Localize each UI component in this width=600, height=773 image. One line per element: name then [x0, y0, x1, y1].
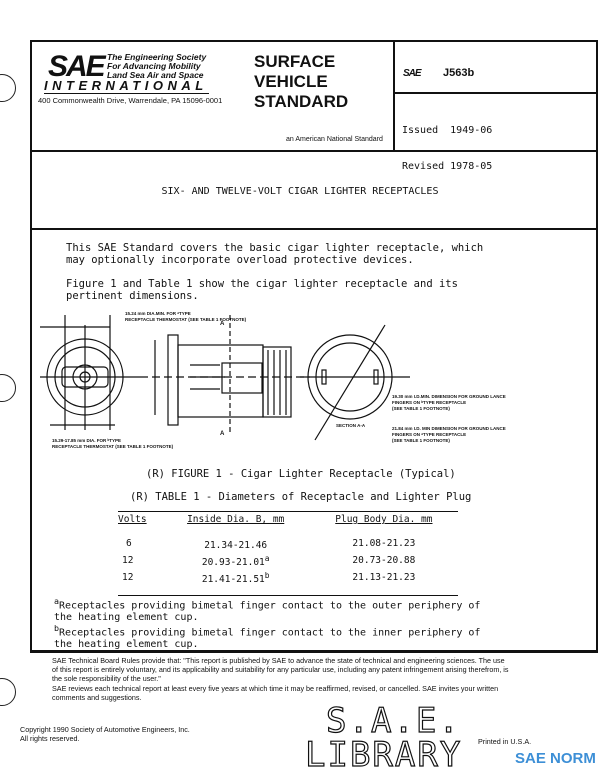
- header-plug-dia: Plug Body Dia. mm: [335, 514, 433, 525]
- table-row: [118, 535, 458, 552]
- note-line: (SEE TABLE 1 FOOTNOTE): [392, 406, 450, 411]
- footnote-mark: a: [54, 596, 60, 606]
- address: 400 Commonwealth Drive, Warrendale, PA 15096-0001: [38, 96, 223, 105]
- cell-volts: 6: [126, 538, 132, 550]
- figure-reference-paragraph: Figure 1 and Table 1 show the cigar lighter receptacle and its pertinent dimensions.: [66, 278, 458, 302]
- note-bottom: [52, 438, 173, 450]
- footnote: [54, 623, 504, 650]
- footnote: [54, 596, 504, 623]
- library-stamp-line: S.A.E.: [326, 701, 461, 741]
- cell-inside: 20.93-21.01: [201, 557, 265, 569]
- section-marker-bottom: A: [220, 431, 225, 437]
- standard-type-line: VEHICLE: [254, 72, 328, 91]
- ansi-note: an American National Standard: [286, 136, 383, 143]
- table-row: [118, 569, 458, 596]
- footnote-text: Receptacles providing bimetal finger contact to the inner periphery of the heating element cup.: [54, 627, 481, 651]
- note-line: FINGERS ON ᵃTYPE RECEPTACLE: [392, 432, 467, 437]
- library-stamp-line: LIBRARY: [305, 735, 463, 773]
- punch-hole: [0, 74, 16, 102]
- footnote-text: Receptacles providing bimetal finger contact to the outer periphery of the heating element cup.: [54, 600, 481, 623]
- standard-type: [254, 52, 348, 112]
- table-caption: (R) TABLE 1 - Diameters of Receptacle and Lighter Plug: [130, 491, 472, 503]
- cell-plug: 21.13-21.23: [352, 572, 416, 584]
- note-line: RECEPTACLE THERMOSTAT (SEE TABLE 1 FOOTNOTE): [52, 444, 174, 449]
- punch-hole: [0, 678, 16, 706]
- copyright: [20, 725, 190, 743]
- tagline-line: The Engineering Society: [107, 52, 207, 62]
- cell-plug: 21.08-21.23: [352, 538, 416, 550]
- note-line: (SEE TABLE 1 FOOTNOTE): [392, 438, 450, 443]
- note-right-1: [392, 394, 506, 412]
- note-line: 21.84 mm I.D. MIN DIMENSION FOR GROUND LANCE: [392, 426, 506, 431]
- table-row: [118, 552, 458, 569]
- scope-paragraph: This SAE Standard covers the basic cigar lighter receptacle, which may optionally incorporate overload protective devices.: [66, 242, 484, 266]
- standard-type-line: STANDARD: [254, 92, 349, 111]
- standard-type-line: SURFACE: [254, 52, 336, 71]
- sae-small-logo: SAE: [403, 68, 421, 79]
- note-top: [125, 311, 246, 323]
- printed-in: Printed in U.S.A.: [478, 737, 532, 746]
- figure-caption: (R) FIGURE 1 - Cigar Lighter Receptacle (Typical): [146, 468, 456, 480]
- copyright-line: All rights reserved.: [20, 734, 80, 743]
- cell-inside: 21.34-21.46: [204, 540, 268, 552]
- sae-norm-watermark: SAE NORM: [515, 750, 596, 767]
- cell-inside: 21.41-21.51: [201, 574, 265, 586]
- side-view: [140, 315, 310, 435]
- note-line: FINGERS ON ᵇTYPE RECEPTACLE: [392, 400, 467, 405]
- section-marker-top: A: [220, 321, 225, 327]
- cell-volts: 12: [122, 572, 134, 584]
- cell-plug: 20.73-20.88: [352, 555, 416, 567]
- document-number: J563b: [443, 67, 475, 79]
- tagline-line: Land Sea Air and Space: [107, 70, 204, 80]
- footnote-mark: a: [264, 554, 270, 564]
- revised-date: Revised 1978-05: [402, 161, 493, 172]
- board-rules: SAE Technical Board Rules provide that: "This report is published by SAE to advance the state of technical and engineering sciences. The use of this report is entirely voluntary, and its applicability and suitability for any particular use, including any patent infringement arising therefrom, is the sole responsibility of the user.": [52, 656, 509, 683]
- cell-volts: 12: [122, 555, 134, 567]
- review-note: SAE reviews each technical report at least every five years at which time it may be reaffirmed, revised, or cancelled. SAE invites your written comments and suggestions.: [52, 684, 499, 702]
- table-header-row: [118, 512, 458, 536]
- footnote-mark: b: [264, 571, 270, 581]
- punch-hole: [0, 374, 16, 402]
- header-inside-dia: Inside Dia. B, mm: [187, 514, 285, 525]
- note-right-2: [392, 426, 506, 444]
- sae-tagline: [107, 53, 206, 80]
- note-line: RECEPTACLE THERMOSTAT (SEE TABLE 1 FOOTNOTE): [125, 317, 247, 322]
- note-line: 15.29-17.85 mm DIA. FOR ᵇTYPE: [52, 438, 122, 443]
- document-title: SIX- AND TWELVE-VOLT CIGAR LIGHTER RECEPTACLES: [161, 186, 439, 197]
- header-volts: Volts: [118, 514, 147, 525]
- footnote-mark: b: [54, 623, 60, 634]
- note-line: 19.30 mm I.D.MIN. DIMENSION FOR GROUND LANCE: [392, 394, 506, 399]
- sae-logo: SAE: [48, 50, 104, 83]
- international-wordmark: INTERNATIONAL: [44, 78, 208, 93]
- front-view: [40, 315, 140, 430]
- section-label: SECTION A-A: [336, 423, 366, 428]
- note-line: 15.24 mm DIA.MIN. FOR ᵃTYPE: [125, 311, 191, 316]
- copyright-line: Copyright 1990 Society of Automotive Engineers, Inc.: [20, 725, 190, 734]
- issued-date: Issued 1949-06: [402, 125, 493, 136]
- tagline-line: For Advancing Mobility: [107, 61, 201, 71]
- dimensions-table: [118, 511, 458, 596]
- table-footnotes: [54, 596, 504, 651]
- issue-dates: [402, 101, 492, 197]
